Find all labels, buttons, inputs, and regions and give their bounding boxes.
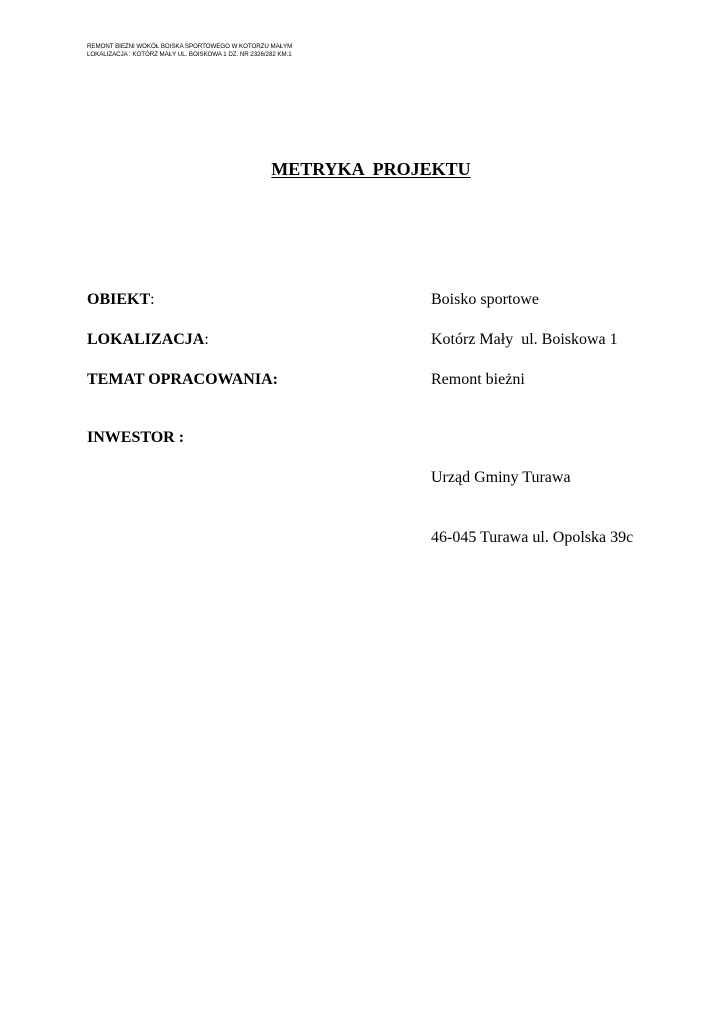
header-line-project: REMONT BIEŻNI WOKÓŁ BOISKA SPORTOWEGO W KOTORZU MAŁYM <box>87 43 293 50</box>
field-label-obiekt-text: OBIEKT <box>87 291 151 308</box>
field-value-inwestor-address: 46-045 Turawa ul. Opolska 39c <box>431 529 634 546</box>
field-value-obiekt: Boisko sportowe <box>431 291 539 308</box>
field-label-lokalizacja <box>87 330 209 350</box>
field-label-obiekt <box>87 290 155 310</box>
field-label-obiekt-colon: : <box>150 291 155 308</box>
field-label-inwestor-text: INWESTOR : <box>87 429 185 446</box>
field-label-inwestor <box>87 428 184 448</box>
field-label-lokalizacja-text: LOKALIZACJA <box>87 331 205 348</box>
document-title: METRYKA PROJEKTU <box>271 159 471 179</box>
field-label-lokalizacja-colon: : <box>204 331 209 348</box>
field-value-inwestor-name: Urząd Gminy Turawa <box>431 469 571 486</box>
field-value-inwestor <box>431 428 633 588</box>
page-header <box>87 43 292 60</box>
field-label-temat <box>87 370 278 390</box>
header-line-location: LOKALIZACJA : KOTÓRZ MAŁY UL. BOISKOWA 1 DZ. NR 2326/282 KM.1 <box>87 51 292 59</box>
field-label-temat-text: TEMAT OPRACOWANIA: <box>87 371 278 388</box>
field-value-temat: Remont bieżni <box>431 371 525 388</box>
field-value-lokalizacja: Kotórz Mały ul. Boiskowa 1 <box>431 331 618 348</box>
